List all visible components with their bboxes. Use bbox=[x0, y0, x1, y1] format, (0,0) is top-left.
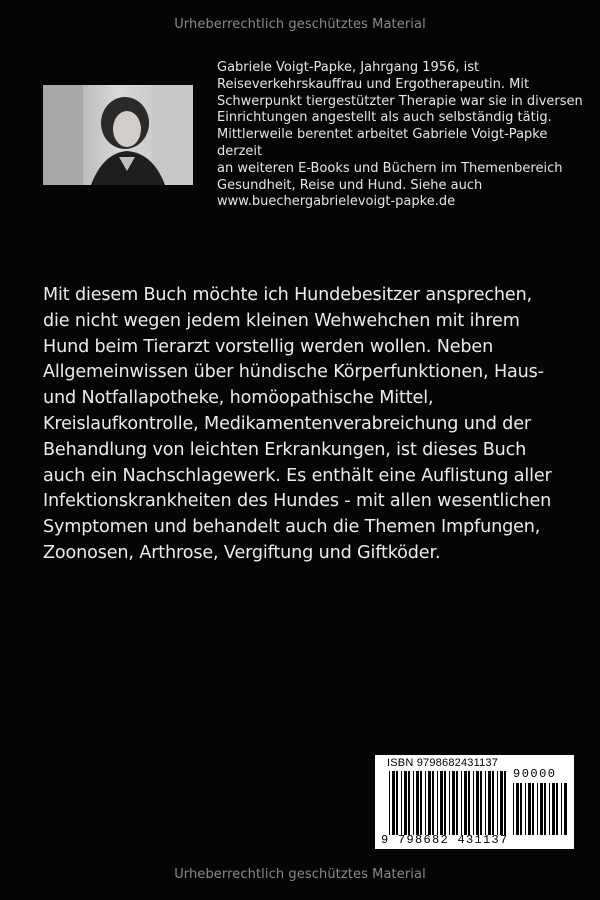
barcode-bar bbox=[425, 771, 426, 835]
description-line: Infektionskrankheiten des Hundes - mit allen wesentlichen bbox=[43, 491, 552, 512]
barcode-bar bbox=[444, 771, 446, 835]
barcode-bar bbox=[564, 783, 567, 835]
barcode-bar bbox=[516, 783, 519, 835]
book-description bbox=[43, 283, 568, 567]
barcode-bar bbox=[544, 783, 546, 835]
price-code-digits: 90000 bbox=[513, 767, 557, 781]
ean-digits: 9 798682 431137 bbox=[381, 833, 509, 847]
barcode-bar bbox=[513, 783, 514, 835]
barcode-bar bbox=[449, 771, 450, 835]
barcode-bar bbox=[504, 771, 506, 835]
bio-line: Reiseverkehrskauffrau und Ergotherapeutin. Mit bbox=[217, 76, 530, 92]
barcode-bar bbox=[497, 771, 498, 835]
barcode-bar bbox=[408, 771, 410, 835]
bio-line: Schwerpunkt tiergestützter Therapie war sie in diversen bbox=[217, 93, 583, 109]
isbn-barcode bbox=[375, 755, 574, 849]
author-biography bbox=[217, 60, 592, 211]
barcode-bar bbox=[428, 771, 431, 835]
barcode-bar bbox=[520, 783, 522, 835]
description-line: Hund beim Tierarzt vorstellig werden wollen. Neben bbox=[43, 336, 494, 357]
barcode-bar bbox=[540, 783, 543, 835]
barcode-bar bbox=[440, 771, 443, 835]
barcode-bar bbox=[556, 783, 558, 835]
description-line: Zoonosen, Arthrose, Vergiftung und Giftköder. bbox=[43, 542, 441, 563]
description-line: Behandlung von leichten Erkrankungen, ist dieses Buch bbox=[43, 439, 527, 460]
barcode-bar bbox=[416, 771, 419, 835]
author-photo bbox=[43, 85, 193, 185]
barcode-bar bbox=[561, 783, 562, 835]
barcode-bar bbox=[392, 771, 395, 835]
bio-line: an weiteren E-Books und Büchern im Themenbereich bbox=[217, 160, 563, 176]
bio-line: Einrichtungen angestellt als auch selbständig tätig. bbox=[217, 110, 552, 126]
description-line: Kreislaufkontrolle, Medikamentenverabreichung und der bbox=[43, 413, 531, 434]
isbn-label: ISBN 9798682431137 bbox=[387, 757, 499, 769]
barcode-bar bbox=[464, 771, 467, 835]
barcode-bar bbox=[420, 771, 422, 835]
barcode-bar bbox=[396, 771, 398, 835]
description-line: Allgemeinwissen über hündische Körperfunktionen, Haus- bbox=[43, 362, 544, 383]
barcode-bar bbox=[456, 771, 458, 835]
barcode-bar bbox=[452, 771, 455, 835]
description-line: und Notfallapotheke, homöopathische Mittel, bbox=[43, 388, 434, 409]
barcode-bar bbox=[389, 771, 390, 835]
barcode-bar bbox=[404, 771, 407, 835]
barcode-bar bbox=[413, 771, 414, 835]
description-line: Symptomen und behandelt auch die Themen Impfungen, bbox=[43, 517, 541, 538]
barcode-bar bbox=[401, 771, 402, 835]
barcode-bar bbox=[437, 771, 438, 835]
description-line: Mit diesem Buch möchte ich Hundebesitzer ansprechen, bbox=[43, 285, 533, 305]
barcode-bar bbox=[468, 771, 470, 835]
barcode-bar bbox=[461, 771, 462, 835]
bio-line: Mittlerweile berentet arbeitet Gabriele Voigt-Papke derzeit bbox=[217, 127, 548, 159]
barcode-bar bbox=[488, 771, 491, 835]
barcode-bar bbox=[476, 771, 479, 835]
barcode-bar bbox=[492, 771, 494, 835]
barcode-bar bbox=[552, 783, 555, 835]
barcode-bar bbox=[485, 771, 486, 835]
barcode-bar bbox=[473, 771, 474, 835]
barcode-bar bbox=[525, 783, 526, 835]
barcode-bar bbox=[537, 783, 538, 835]
barcode-bar bbox=[432, 771, 434, 835]
barcode-bar bbox=[549, 783, 550, 835]
barcode-bar bbox=[528, 783, 531, 835]
barcode-bar bbox=[500, 771, 503, 835]
author-website: www.buechergabrielevoigt-papke.de bbox=[217, 194, 456, 210]
copyright-watermark-bottom: Urheberrechtlich geschütztes Material bbox=[174, 867, 426, 882]
description-line: auch ein Nachschlagewerk. Es enthält eine Auflistung aller bbox=[43, 465, 552, 486]
bio-line: Gesundheit, Reise und Hund. Siehe auch bbox=[217, 177, 483, 193]
description-line: die nicht wegen jedem kleinen Wehwehchen mit ihrem bbox=[43, 310, 520, 331]
bio-line: Gabriele Voigt-Papke, Jahrgang 1956, ist bbox=[217, 60, 480, 75]
copyright-watermark-top: Urheberrechtlich geschütztes Material bbox=[174, 17, 426, 32]
barcode-bar bbox=[480, 771, 482, 835]
barcode-bar bbox=[532, 783, 534, 835]
